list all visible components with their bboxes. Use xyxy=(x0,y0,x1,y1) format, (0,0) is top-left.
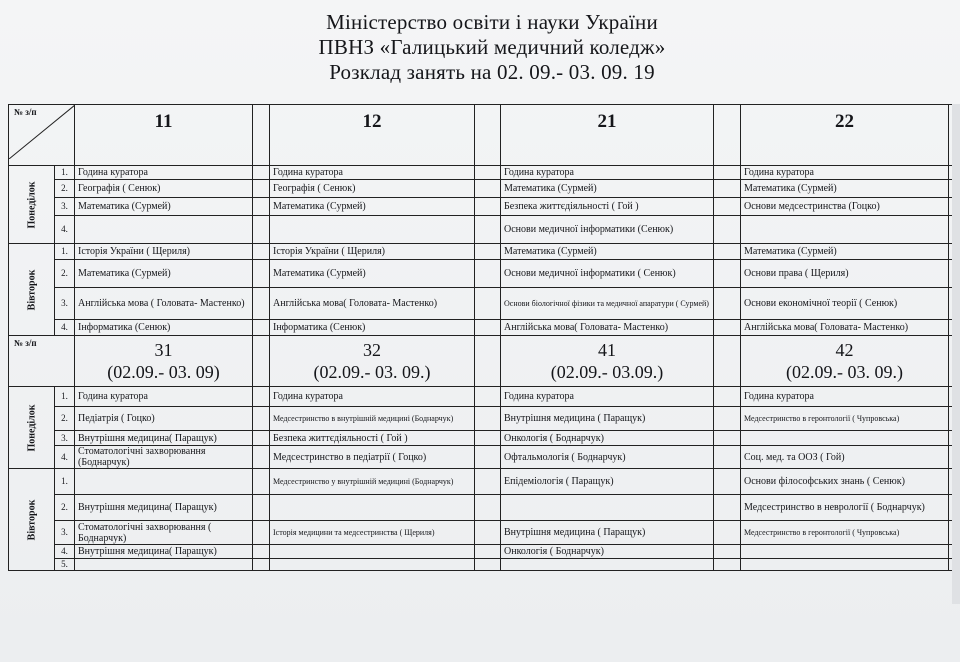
ministry-title: Міністерство освіти і науки України xyxy=(326,10,658,34)
diagonal-line xyxy=(9,105,75,159)
lesson-cell: Година куратора xyxy=(741,166,949,180)
separator-column xyxy=(253,407,270,431)
lesson-cell: Стоматологічні захворювання ( Боднарчук) xyxy=(75,521,253,545)
separator-column xyxy=(714,105,741,166)
separator-column xyxy=(475,545,501,559)
separator-column xyxy=(253,446,270,469)
separator-column xyxy=(475,260,501,288)
lesson-cell: Математика (Сурмей) xyxy=(741,244,949,260)
lesson-cell: Математика (Сурмей) xyxy=(501,244,714,260)
separator-column xyxy=(475,469,501,495)
separator-column xyxy=(714,244,741,260)
lesson-cell xyxy=(75,469,253,495)
lesson-cell xyxy=(501,559,714,571)
group-header: 11 xyxy=(75,105,253,166)
day-name: Понеділок xyxy=(26,180,37,229)
lesson-cell: Година куратора xyxy=(741,387,949,407)
separator-column xyxy=(253,521,270,545)
separator-column xyxy=(253,105,270,166)
lesson-cell: Медсестринство в внутрішній медицині (Боднарчук) xyxy=(270,407,475,431)
group-dates: (02.09.- 03. 09.) xyxy=(313,362,431,382)
lesson-cell xyxy=(270,545,475,559)
lesson-cell: Англійська мова ( Головата- Мастенко) xyxy=(75,288,253,320)
lesson-number: 2. xyxy=(55,407,75,431)
lesson-number: 3. xyxy=(55,431,75,446)
lesson-cell: Основи медсестринства (Гоцко) xyxy=(741,198,949,216)
separator-column xyxy=(253,469,270,495)
schedule-title: Розклад занять на 02. 09.- 03. 09. 19 xyxy=(329,60,655,84)
lesson-cell: Безпека життєдіяльності ( Гой ) xyxy=(501,198,714,216)
row-number-label: № з/п xyxy=(14,338,37,348)
lesson-cell: Основи біологічної фізики та медичної апаратури ( Сурмей) xyxy=(501,288,714,320)
lesson-cell: Основи філософських знань ( Сенюк) xyxy=(741,469,949,495)
lesson-cell: Математика (Сурмей) xyxy=(270,260,475,288)
group-dates: (02.09.- 03.09.) xyxy=(550,362,664,382)
lesson-cell xyxy=(741,559,949,571)
separator-column xyxy=(714,336,741,387)
separator-column xyxy=(253,559,270,571)
lesson-number: 2. xyxy=(55,260,75,288)
group-header: 21 xyxy=(501,105,714,166)
lesson-cell: Медсестринство в неврології ( Боднарчук) xyxy=(741,495,949,521)
lesson-number: 1. xyxy=(55,387,75,407)
separator-column xyxy=(714,216,741,244)
separator-column xyxy=(475,521,501,545)
lesson-cell xyxy=(741,431,949,446)
lesson-cell: Історія України ( Щериля) xyxy=(75,244,253,260)
lesson-cell xyxy=(741,216,949,244)
separator-column xyxy=(253,431,270,446)
lesson-number: 4. xyxy=(55,320,75,336)
separator-column xyxy=(714,288,741,320)
lesson-number: 3. xyxy=(55,198,75,216)
separator-column xyxy=(714,407,741,431)
lesson-cell: Математика (Сурмей) xyxy=(501,180,714,198)
separator-column xyxy=(253,166,270,180)
lesson-cell: Історія медицини та медсестринства ( Щериля) xyxy=(270,521,475,545)
lesson-cell xyxy=(270,559,475,571)
separator-column xyxy=(714,387,741,407)
lesson-cell: Педіатрія ( Гоцко) xyxy=(75,407,253,431)
lesson-cell: Математика (Сурмей) xyxy=(270,198,475,216)
day-label-tuesday xyxy=(9,244,55,336)
separator-column xyxy=(475,216,501,244)
lesson-cell: Година куратора xyxy=(501,166,714,180)
lesson-cell: Англійська мова( Головата- Мастенко) xyxy=(501,320,714,336)
separator-column xyxy=(253,180,270,198)
lesson-cell: Інформатика (Сенюк) xyxy=(75,320,253,336)
separator-column xyxy=(475,105,501,166)
separator-column xyxy=(714,446,741,469)
row-number-label: № з/п xyxy=(14,107,37,117)
lesson-cell: Година куратора xyxy=(501,387,714,407)
separator-column xyxy=(475,198,501,216)
separator-column xyxy=(475,166,501,180)
lesson-cell: Соц. мед. та ООЗ ( Гой) xyxy=(741,446,949,469)
separator-column xyxy=(253,320,270,336)
lesson-cell: Внутрішня медицина ( Паращук) xyxy=(501,407,714,431)
lesson-cell xyxy=(741,545,949,559)
group-header xyxy=(501,336,714,387)
document-header xyxy=(0,10,960,85)
separator-column xyxy=(253,545,270,559)
separator-column xyxy=(475,495,501,521)
separator-column xyxy=(253,260,270,288)
group-header: 12 xyxy=(270,105,475,166)
lesson-cell: Година куратора xyxy=(270,387,475,407)
schedule-table xyxy=(8,104,960,571)
separator-column xyxy=(475,387,501,407)
separator-column xyxy=(714,320,741,336)
lesson-cell: Стоматологічні захворювання (Боднарчук) xyxy=(75,446,253,469)
separator-column xyxy=(475,407,501,431)
lesson-cell: Внутрішня медицина( Паращук) xyxy=(75,545,253,559)
day-label-monday xyxy=(9,166,55,244)
separator-column xyxy=(714,166,741,180)
lesson-cell: Онкологія ( Боднарчук) xyxy=(501,545,714,559)
page-edge xyxy=(952,104,960,604)
separator-column xyxy=(475,320,501,336)
separator-column xyxy=(253,198,270,216)
separator-column xyxy=(475,559,501,571)
lesson-cell: Англійська мова( Головата- Мастенко) xyxy=(741,320,949,336)
group-dates: (02.09.- 03. 09) xyxy=(107,362,220,382)
lesson-number: 3. xyxy=(55,521,75,545)
lesson-cell: Географія ( Сенюк) xyxy=(270,180,475,198)
day-name: Вівторок xyxy=(26,499,37,540)
lesson-cell: Офтальмологія ( Боднарчук) xyxy=(501,446,714,469)
lesson-cell: Година куратора xyxy=(270,166,475,180)
lesson-cell: Медсестринство в геронтології ( Чупровська) xyxy=(741,521,949,545)
lesson-number: 1. xyxy=(55,244,75,260)
lesson-cell xyxy=(75,559,253,571)
lesson-cell: Безпека життєдіяльності ( Гой ) xyxy=(270,431,475,446)
separator-column xyxy=(253,336,270,387)
lesson-number: 4. xyxy=(55,545,75,559)
day-label-tuesday xyxy=(9,469,55,571)
group-number: 31 xyxy=(154,340,173,360)
separator-column xyxy=(475,180,501,198)
lesson-cell: Внутрішня медицина ( Паращук) xyxy=(501,521,714,545)
lesson-cell: Основи медичної інформатики (Сенюк) xyxy=(501,216,714,244)
group-header xyxy=(741,336,949,387)
corner-header xyxy=(9,336,75,387)
separator-column xyxy=(475,431,501,446)
separator-column xyxy=(714,431,741,446)
college-title: ПВНЗ «Галицький медичний коледж» xyxy=(318,35,666,59)
group-header: 22 xyxy=(741,105,949,166)
lesson-cell: Внутрішня медицина( Паращук) xyxy=(75,495,253,521)
lesson-cell: Медсестринство в педіатрії ( Гоцко) xyxy=(270,446,475,469)
separator-column xyxy=(714,495,741,521)
separator-column xyxy=(714,260,741,288)
lesson-cell xyxy=(270,495,475,521)
lesson-cell: Математика (Сурмей) xyxy=(75,198,253,216)
day-name: Понеділок xyxy=(26,403,37,452)
separator-column xyxy=(253,288,270,320)
lesson-cell: Історія України ( Щериля) xyxy=(270,244,475,260)
lesson-cell: Година куратора xyxy=(75,166,253,180)
lesson-cell xyxy=(75,216,253,244)
lesson-number: 4. xyxy=(55,216,75,244)
separator-column xyxy=(475,244,501,260)
group-dates: (02.09.- 03. 09.) xyxy=(786,362,903,382)
group-header xyxy=(270,336,475,387)
separator-column xyxy=(714,198,741,216)
lesson-number: 3. xyxy=(55,288,75,320)
separator-column xyxy=(253,216,270,244)
corner-header xyxy=(9,105,75,166)
separator-column xyxy=(253,387,270,407)
lesson-cell: Внутрішня медицина( Паращук) xyxy=(75,431,253,446)
separator-column xyxy=(714,180,741,198)
separator-column xyxy=(714,469,741,495)
lesson-cell: Основи права ( Щериля) xyxy=(741,260,949,288)
separator-column xyxy=(475,288,501,320)
lesson-number: 1. xyxy=(55,166,75,180)
lesson-cell: Інформатика (Сенюк) xyxy=(270,320,475,336)
lesson-number: 5. xyxy=(55,559,75,571)
lesson-cell xyxy=(501,495,714,521)
lesson-cell: Епідеміологія ( Паращук) xyxy=(501,469,714,495)
lesson-cell: Математика (Сурмей) xyxy=(75,260,253,288)
lesson-number: 2. xyxy=(55,495,75,521)
lesson-number: 4. xyxy=(55,446,75,469)
lesson-cell: Основи економічної теорії ( Сенюк) xyxy=(741,288,949,320)
separator-column xyxy=(714,545,741,559)
lesson-cell: Основи медичної інформатики ( Сенюк) xyxy=(501,260,714,288)
separator-column xyxy=(714,559,741,571)
separator-column xyxy=(253,495,270,521)
lesson-cell: Медсестринство у внутрішній медицині (Боднарчук) xyxy=(270,469,475,495)
lesson-cell: Медсестринство в геронтології ( Чупровська) xyxy=(741,407,949,431)
lesson-cell: Англійська мова( Головата- Мастенко) xyxy=(270,288,475,320)
separator-column xyxy=(475,446,501,469)
group-number: 41 xyxy=(598,340,616,360)
lesson-number: 2. xyxy=(55,180,75,198)
lesson-cell: Географія ( Сенюк) xyxy=(75,180,253,198)
group-number: 42 xyxy=(835,340,854,360)
separator-column xyxy=(253,244,270,260)
day-name: Вівторок xyxy=(26,269,37,310)
lesson-cell xyxy=(270,216,475,244)
group-number: 32 xyxy=(363,340,381,360)
lesson-cell: Година куратора xyxy=(75,387,253,407)
lesson-cell: Математика (Сурмей) xyxy=(741,180,949,198)
lesson-cell: Онкологія ( Боднарчук) xyxy=(501,431,714,446)
lesson-number: 1. xyxy=(55,469,75,495)
separator-column xyxy=(714,521,741,545)
day-label-monday xyxy=(9,387,55,469)
separator-column xyxy=(475,336,501,387)
group-header xyxy=(75,336,253,387)
